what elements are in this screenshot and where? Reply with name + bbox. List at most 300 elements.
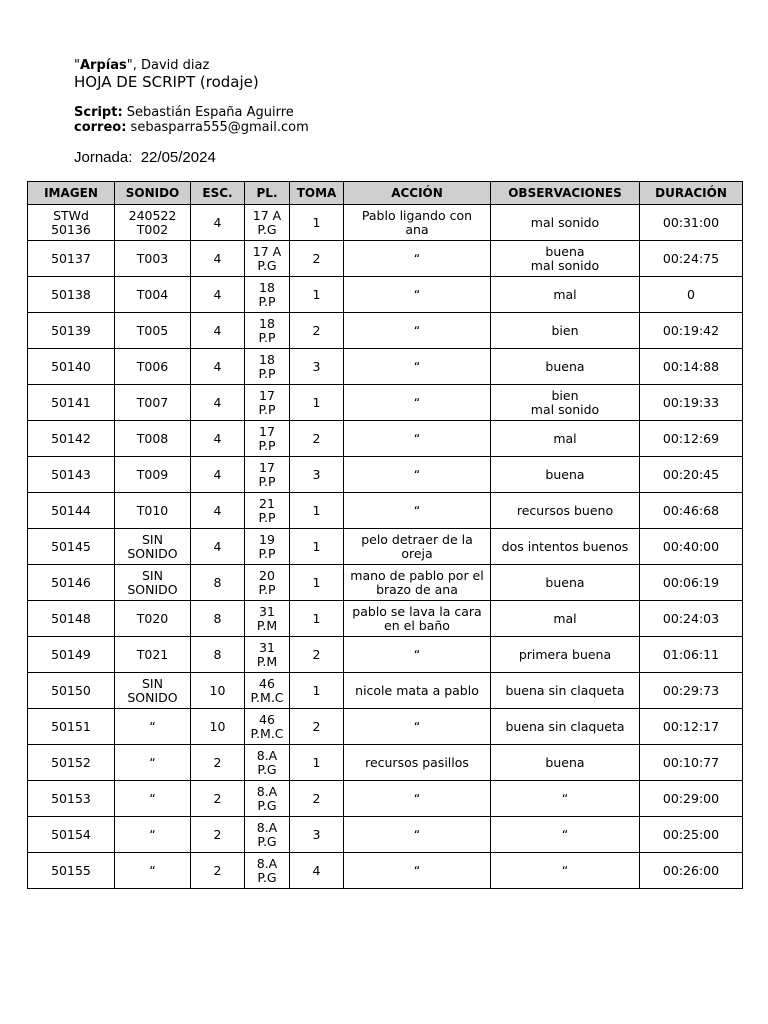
cell-text: P.P: [258, 545, 276, 561]
cell-accion: [344, 385, 491, 421]
cell-pl: [245, 565, 290, 601]
cell-toma: [290, 277, 344, 313]
cell-esc: [191, 457, 245, 493]
cell-text: buena: [545, 754, 585, 770]
cell-esc: [191, 313, 245, 349]
cell-text: 2: [312, 250, 321, 266]
cell-text: 0: [687, 286, 695, 302]
cell-text: P.M.C: [250, 689, 284, 705]
cell-text: SONIDO: [127, 689, 178, 705]
cell-accion: [344, 781, 491, 817]
cell-text: 00:40:00: [662, 538, 720, 554]
cell-text: buena: [545, 358, 585, 374]
cell-accion: [344, 853, 491, 889]
cell-text: 18: [259, 315, 275, 331]
cell-text: en el baño: [384, 617, 450, 633]
cell-sonido: [115, 817, 191, 853]
cell-text: 00:19:42: [662, 322, 720, 338]
cell-pl: [245, 493, 290, 529]
cell-observaciones: [491, 241, 640, 277]
cell-esc: [191, 781, 245, 817]
script-line: [74, 105, 309, 120]
cell-text: 00:12:69: [662, 430, 720, 446]
cell-text: “: [413, 286, 421, 302]
document-meta: [74, 105, 309, 135]
cell-text: buena sin claqueta: [505, 718, 625, 734]
cell-toma: [290, 709, 344, 745]
cell-sonido: [115, 493, 191, 529]
cell-text: buena: [545, 574, 585, 590]
cell-text: 50137: [51, 250, 91, 266]
column-header-observaciones: OBSERVACIONES: [491, 182, 640, 205]
credit-line: "Arpías", David diaz: [74, 58, 210, 73]
correo-line: [74, 120, 309, 135]
cell-imagen: [28, 493, 115, 529]
cell-esc: [191, 241, 245, 277]
cell-esc: [191, 385, 245, 421]
cell-text: 8: [213, 574, 222, 590]
column-header-pl: PL.: [245, 182, 290, 205]
cell-text: P.P: [258, 365, 276, 381]
cell-text: bien: [551, 322, 579, 338]
cell-text: T005: [136, 322, 169, 338]
cell-text: 3: [312, 826, 321, 842]
cell-duracion: [640, 205, 743, 241]
cell-imagen: [28, 601, 115, 637]
cell-text: 1: [312, 574, 321, 590]
cell-toma: [290, 349, 344, 385]
cell-text: 1: [312, 502, 321, 518]
cell-text: 17 A: [252, 243, 282, 259]
cell-text: 19: [259, 531, 275, 547]
cell-pl: [245, 277, 290, 313]
cell-duracion: [640, 421, 743, 457]
cell-observaciones: [491, 205, 640, 241]
table-row: [28, 241, 743, 277]
cell-text: 3: [312, 358, 321, 374]
cell-accion: [344, 241, 491, 277]
cell-sonido: [115, 565, 191, 601]
cell-toma: [290, 241, 344, 277]
cell-duracion: [640, 601, 743, 637]
cell-text: mal: [553, 610, 577, 626]
cell-text: mal: [553, 430, 577, 446]
cell-text: P.M.C: [250, 725, 284, 741]
cell-text: 1: [312, 610, 321, 626]
table-row: [28, 529, 743, 565]
cell-sonido: [115, 277, 191, 313]
cell-observaciones: [491, 601, 640, 637]
cell-pl: [245, 673, 290, 709]
cell-observaciones: [491, 529, 640, 565]
cell-pl: [245, 745, 290, 781]
cell-observaciones: [491, 745, 640, 781]
cell-text: T004: [136, 286, 169, 302]
cell-text: “: [413, 862, 421, 878]
column-header-imagen: IMAGEN: [28, 182, 115, 205]
cell-accion: [344, 421, 491, 457]
cell-sonido: [115, 601, 191, 637]
cell-text: 50148: [51, 610, 91, 626]
cell-text: STWd: [53, 207, 89, 223]
cell-text: 50143: [51, 466, 91, 482]
cell-text: 00:14:88: [662, 358, 720, 374]
cell-text: 00:24:75: [662, 250, 720, 266]
cell-text: 4: [312, 862, 321, 878]
cell-esc: [191, 349, 245, 385]
cell-text: T007: [136, 394, 169, 410]
cell-text: pelo detraer de la: [361, 531, 473, 547]
cell-observaciones: [491, 277, 640, 313]
cell-text: “: [149, 862, 156, 878]
cell-text: P.G: [257, 761, 277, 777]
table-row: [28, 673, 743, 709]
cell-duracion: [640, 313, 743, 349]
cell-text: 4: [213, 430, 222, 446]
cell-text: 50145: [51, 538, 91, 554]
cell-text: dos intentos buenos: [501, 538, 629, 554]
cell-text: “: [413, 646, 421, 662]
cell-text: SIN: [142, 567, 163, 583]
cell-text: 4: [213, 322, 222, 338]
cell-sonido: [115, 313, 191, 349]
cell-sonido: [115, 781, 191, 817]
cell-duracion: [640, 817, 743, 853]
cell-accion: [344, 601, 491, 637]
cell-text: “: [149, 790, 156, 806]
cell-text: 20: [259, 567, 275, 583]
cell-text: T009: [136, 466, 169, 482]
cell-duracion: [640, 673, 743, 709]
script-label: Script:: [74, 105, 123, 120]
cell-observaciones: [491, 349, 640, 385]
cell-toma: [290, 421, 344, 457]
cell-imagen: [28, 817, 115, 853]
cell-text: ana: [405, 221, 429, 237]
cell-text: recursos bueno: [516, 502, 614, 518]
cell-text: 2: [213, 862, 222, 878]
cell-text: 4: [213, 358, 222, 374]
cell-observaciones: [491, 673, 640, 709]
cell-pl: [245, 385, 290, 421]
cell-text: 2: [213, 790, 222, 806]
cell-text: 50151: [51, 718, 91, 734]
cell-text: SIN: [142, 675, 163, 691]
cell-pl: [245, 709, 290, 745]
cell-text: 50136: [51, 221, 91, 237]
cell-toma: [290, 637, 344, 673]
cell-text: T021: [136, 646, 169, 662]
cell-observaciones: [491, 817, 640, 853]
cell-pl: [245, 313, 290, 349]
cell-text: 8.A: [256, 747, 278, 763]
cell-observaciones: [491, 565, 640, 601]
cell-text: P.P: [258, 509, 276, 525]
cell-toma: [290, 493, 344, 529]
table-row: [28, 745, 743, 781]
cell-duracion: [640, 241, 743, 277]
cell-accion: [344, 673, 491, 709]
table-row: [28, 565, 743, 601]
cell-sonido: [115, 709, 191, 745]
cell-text: 00:26:00: [662, 862, 720, 878]
cell-text: P.G: [257, 257, 277, 273]
cell-sonido: [115, 349, 191, 385]
cell-duracion: [640, 637, 743, 673]
cell-esc: [191, 637, 245, 673]
cell-text: 2: [312, 718, 321, 734]
cell-toma: [290, 565, 344, 601]
cell-text: 1: [312, 394, 321, 410]
cell-text: “: [413, 826, 421, 842]
table-row: [28, 313, 743, 349]
cell-text: pablo se lava la cara: [352, 603, 482, 619]
table-row: [28, 781, 743, 817]
table-row: [28, 421, 743, 457]
cell-text: “: [413, 358, 421, 374]
cell-pl: [245, 205, 290, 241]
cell-text: 8.A: [256, 783, 278, 799]
cell-pl: [245, 781, 290, 817]
jornada-label: Jornada:: [74, 149, 133, 166]
cell-text: P.P: [258, 473, 276, 489]
cell-imagen: [28, 637, 115, 673]
column-header-esc: ESC.: [191, 182, 245, 205]
cell-text: 2: [213, 754, 222, 770]
cell-text: 4: [213, 502, 222, 518]
cell-observaciones: [491, 421, 640, 457]
cell-text: 31: [259, 603, 275, 619]
cell-toma: [290, 853, 344, 889]
cell-esc: [191, 565, 245, 601]
cell-toma: [290, 457, 344, 493]
cell-accion: [344, 277, 491, 313]
cell-duracion: [640, 457, 743, 493]
table-row: [28, 709, 743, 745]
cell-text: 1: [312, 286, 321, 302]
cell-pl: [245, 457, 290, 493]
cell-text: 10: [209, 682, 226, 698]
table-row: [28, 637, 743, 673]
cell-text: mal sonido: [530, 214, 600, 230]
cell-imagen: [28, 421, 115, 457]
cell-text: 1: [312, 214, 321, 230]
cell-text: 50146: [51, 574, 91, 590]
cell-text: 4: [213, 214, 222, 230]
cell-text: 4: [213, 286, 222, 302]
cell-toma: [290, 205, 344, 241]
cell-toma: [290, 313, 344, 349]
cell-text: 00:20:45: [662, 466, 720, 482]
cell-text: 8: [213, 610, 222, 626]
cell-imagen: [28, 277, 115, 313]
cell-text: “: [413, 430, 421, 446]
cell-imagen: [28, 781, 115, 817]
cell-text: “: [413, 250, 421, 266]
cell-text: 3: [312, 466, 321, 482]
cell-text: 46: [259, 675, 275, 691]
cell-esc: [191, 709, 245, 745]
cell-sonido: [115, 385, 191, 421]
cell-text: “: [561, 790, 569, 806]
cell-imagen: [28, 709, 115, 745]
cell-text: 50140: [51, 358, 91, 374]
script-value: Sebastián España Aguirre: [126, 105, 294, 120]
cell-toma: [290, 673, 344, 709]
cell-text: P.P: [258, 293, 276, 309]
cell-text: 50150: [51, 682, 91, 698]
cell-sonido: [115, 745, 191, 781]
column-header-sonido: SONIDO: [115, 182, 191, 205]
cell-text: “: [561, 826, 569, 842]
cell-observaciones: [491, 457, 640, 493]
jornada-line: [74, 149, 216, 166]
cell-text: T010: [136, 502, 169, 518]
table-row: [28, 493, 743, 529]
cell-imagen: [28, 241, 115, 277]
cell-text: bien: [551, 387, 579, 403]
cell-toma: [290, 781, 344, 817]
cell-observaciones: [491, 853, 640, 889]
cell-duracion: [640, 853, 743, 889]
cell-text: 18: [259, 351, 275, 367]
author-name: , David diaz: [132, 58, 210, 73]
cell-observaciones: [491, 709, 640, 745]
jornada-value: 22/05/2024: [140, 149, 216, 166]
cell-text: 00:29:73: [662, 682, 720, 698]
cell-text: P.M: [256, 617, 278, 633]
cell-text: T020: [136, 610, 169, 626]
cell-text: P.G: [257, 869, 277, 885]
cell-text: “: [149, 826, 156, 842]
cell-accion: [344, 709, 491, 745]
cell-text: P.P: [258, 329, 276, 345]
cell-toma: [290, 745, 344, 781]
cell-text: 18: [259, 279, 275, 295]
cell-text: 17: [259, 423, 275, 439]
script-table: [27, 181, 743, 889]
cell-text: recursos pasillos: [365, 754, 469, 770]
cell-text: 00:24:03: [662, 610, 720, 626]
cell-text: SONIDO: [127, 581, 178, 597]
document-title: HOJA DE SCRIPT (rodaje): [74, 73, 259, 91]
cell-text: 00:46:68: [662, 502, 720, 518]
correo-value: sebasparra555@gmail.com: [130, 120, 309, 135]
cell-text: 240522: [128, 207, 177, 223]
cell-text: 50142: [51, 430, 91, 446]
column-header-toma: TOMA: [290, 182, 344, 205]
cell-text: 4: [213, 466, 222, 482]
cell-pl: [245, 637, 290, 673]
cell-imagen: [28, 313, 115, 349]
cell-text: 21: [259, 495, 275, 511]
cell-imagen: [28, 745, 115, 781]
cell-esc: [191, 277, 245, 313]
cell-text: SIN: [142, 531, 163, 547]
cell-text: buena: [545, 243, 585, 259]
cell-text: 50139: [51, 322, 91, 338]
cell-observaciones: [491, 493, 640, 529]
cell-duracion: [640, 565, 743, 601]
cell-accion: [344, 205, 491, 241]
cell-pl: [245, 529, 290, 565]
cell-text: 1: [312, 754, 321, 770]
cell-sonido: [115, 853, 191, 889]
cell-text: 50144: [51, 502, 91, 518]
cell-text: P.G: [257, 797, 277, 813]
cell-text: 31: [259, 639, 275, 655]
cell-esc: [191, 205, 245, 241]
cell-imagen: [28, 205, 115, 241]
cell-imagen: [28, 457, 115, 493]
cell-text: 8.A: [256, 855, 278, 871]
cell-observaciones: [491, 781, 640, 817]
cell-duracion: [640, 277, 743, 313]
cell-text: 1: [312, 682, 321, 698]
cell-accion: [344, 565, 491, 601]
cell-pl: [245, 421, 290, 457]
column-header-accion: ACCIÓN: [344, 182, 491, 205]
cell-text: buena sin claqueta: [505, 682, 625, 698]
cell-duracion: [640, 385, 743, 421]
cell-text: 17 A: [252, 207, 282, 223]
cell-text: T003: [136, 250, 169, 266]
cell-text: 2: [312, 646, 321, 662]
cell-text: T008: [136, 430, 169, 446]
cell-text: 00:06:19: [662, 574, 720, 590]
cell-text: 4: [213, 250, 222, 266]
cell-text: Pablo ligando con: [361, 207, 473, 223]
table-row: [28, 205, 743, 241]
cell-text: “: [561, 862, 569, 878]
cell-text: “: [413, 322, 421, 338]
cell-duracion: [640, 745, 743, 781]
cell-text: buena: [545, 466, 585, 482]
cell-accion: [344, 817, 491, 853]
cell-text: P.G: [257, 833, 277, 849]
cell-esc: [191, 817, 245, 853]
cell-observaciones: [491, 313, 640, 349]
film-title: Arpías: [79, 58, 127, 73]
cell-pl: [245, 349, 290, 385]
cell-text: 4: [213, 394, 222, 410]
cell-text: 50141: [51, 394, 91, 410]
cell-pl: [245, 241, 290, 277]
cell-esc: [191, 673, 245, 709]
cell-toma: [290, 529, 344, 565]
cell-text: 8.A: [256, 819, 278, 835]
cell-esc: [191, 601, 245, 637]
cell-esc: [191, 853, 245, 889]
cell-text: 17: [259, 459, 275, 475]
cell-text: primera buena: [518, 646, 612, 662]
cell-text: 50149: [51, 646, 91, 662]
cell-text: 2: [312, 430, 321, 446]
cell-imagen: [28, 565, 115, 601]
cell-text: “: [413, 718, 421, 734]
cell-text: 00:31:00: [662, 214, 720, 230]
cell-text: 00:29:00: [662, 790, 720, 806]
cell-text: 50153: [51, 790, 91, 806]
cell-text: mal sonido: [530, 401, 600, 417]
cell-esc: [191, 529, 245, 565]
cell-text: 8: [213, 646, 222, 662]
correo-label: correo:: [74, 120, 127, 135]
cell-text: P.M: [256, 653, 278, 669]
cell-accion: [344, 493, 491, 529]
cell-sonido: [115, 241, 191, 277]
cell-text: 50152: [51, 754, 91, 770]
